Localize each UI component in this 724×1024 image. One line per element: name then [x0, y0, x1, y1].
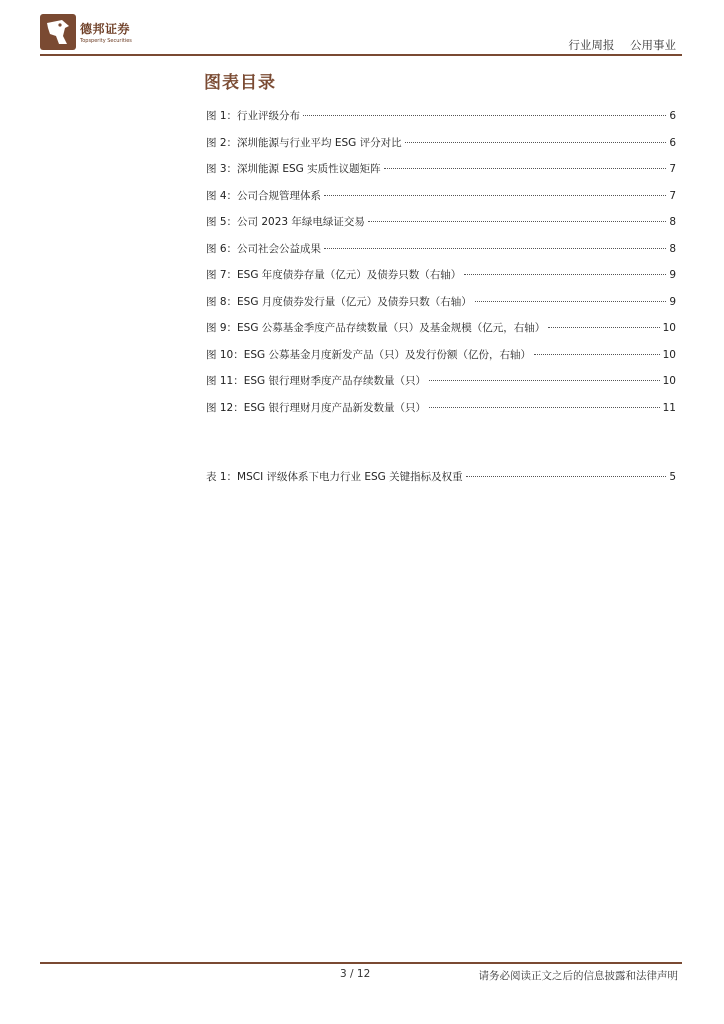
table-list [206, 469, 676, 496]
toc-entry-label: 图 4：公司合规管理体系 [206, 189, 322, 202]
toc-entry-leader [466, 476, 667, 477]
toc-entry[interactable] [206, 241, 676, 268]
logo-mark-icon [40, 14, 76, 50]
logo-name-cn: 德邦证券 [80, 22, 131, 36]
toc-entry[interactable] [206, 373, 676, 400]
toc-entry-leader [464, 274, 666, 275]
toc-entry-label: 图 9：ESG 公募基金季度产品存续数量（只）及基金规模（亿元，右轴） [206, 322, 546, 334]
report-sector: 公用事业 [630, 38, 676, 52]
toc-entry-page: 8 [669, 242, 676, 255]
toc-entry[interactable] [206, 267, 676, 294]
toc-entry-page: 9 [669, 269, 676, 281]
toc-title: 图表目录 [204, 73, 276, 93]
toc-entry-page: 10 [662, 322, 676, 334]
toc-entry-page: 8 [669, 216, 676, 228]
toc-entry[interactable] [206, 188, 676, 215]
toc-entry-label: 图 10：ESG 公募基金月度新发产品（只）及发行份额（亿份，右轴） [206, 348, 531, 361]
toc-entry-label: 图 12：ESG 银行理财月度产品新发数量（只） [206, 401, 426, 414]
figure-list [206, 108, 676, 426]
disclaimer-note: 请务必阅读正文之后的信息披露和法律声明 [478, 970, 678, 982]
toc-entry-leader [548, 327, 659, 328]
toc-entry-label: 表 1：MSCI 评级体系下电力行业 ESG 关键指标及权重 [206, 471, 463, 483]
toc-entry-page: 6 [669, 136, 676, 149]
report-category [568, 37, 676, 53]
footer-divider [40, 962, 682, 964]
page-number: 3 / 12 [340, 968, 371, 980]
toc-entry[interactable] [206, 294, 676, 321]
toc-entry-leader [324, 248, 666, 249]
toc-entry-page: 7 [669, 189, 676, 202]
toc-entry[interactable] [206, 400, 676, 427]
report-type: 行业周报 [568, 38, 615, 52]
toc-entry-label: 图 7：ESG 年度债券存量（亿元）及债券只数（右轴） [206, 269, 462, 281]
toc-entry-leader [324, 195, 666, 196]
toc-entry[interactable] [206, 320, 676, 347]
toc-entry-leader [534, 354, 660, 355]
toc-entry[interactable] [206, 161, 676, 188]
toc-entry-label: 图 6：公司社会公益成果 [206, 242, 322, 255]
header-divider [40, 54, 682, 56]
toc-entry-leader [405, 142, 667, 143]
logo-name-en: Topsperity Securities [80, 38, 132, 44]
company-logo [40, 14, 132, 50]
toc-entry-label: 图 1：行业评级分布 [206, 110, 301, 122]
toc-entry-label: 图 11：ESG 银行理财季度产品存续数量（只） [206, 375, 426, 387]
toc-entry-page: 10 [662, 375, 676, 387]
toc-entry-page: 9 [669, 295, 676, 308]
toc-entry-label: 图 5：公司 2023 年绿电绿证交易 [206, 216, 365, 228]
toc-entry-leader [368, 221, 666, 222]
toc-entry-label: 图 8：ESG 月度债券发行量（亿元）及债券只数（右轴） [206, 295, 472, 308]
toc-entry[interactable] [206, 135, 676, 162]
toc-entry-label: 图 3：深圳能源 ESG 实质性议题矩阵 [206, 163, 381, 175]
toc-entry[interactable] [206, 347, 676, 374]
toc-entry-leader [475, 301, 667, 302]
toc-entry-leader [429, 380, 660, 381]
toc-entry-page: 6 [669, 110, 676, 122]
toc-entry-page: 7 [669, 163, 676, 175]
toc-entry[interactable] [206, 469, 676, 496]
toc-entry-page: 5 [669, 471, 676, 483]
toc-entry[interactable] [206, 214, 676, 241]
toc-entry-leader [429, 407, 660, 408]
toc-entry-page: 11 [662, 401, 676, 414]
toc-entry[interactable] [206, 108, 676, 135]
toc-entry-leader [303, 115, 666, 116]
toc-entry-label: 图 2：深圳能源与行业平均 ESG 评分对比 [206, 136, 402, 149]
toc-entry-page: 10 [662, 348, 676, 361]
toc-entry-leader [384, 168, 667, 169]
